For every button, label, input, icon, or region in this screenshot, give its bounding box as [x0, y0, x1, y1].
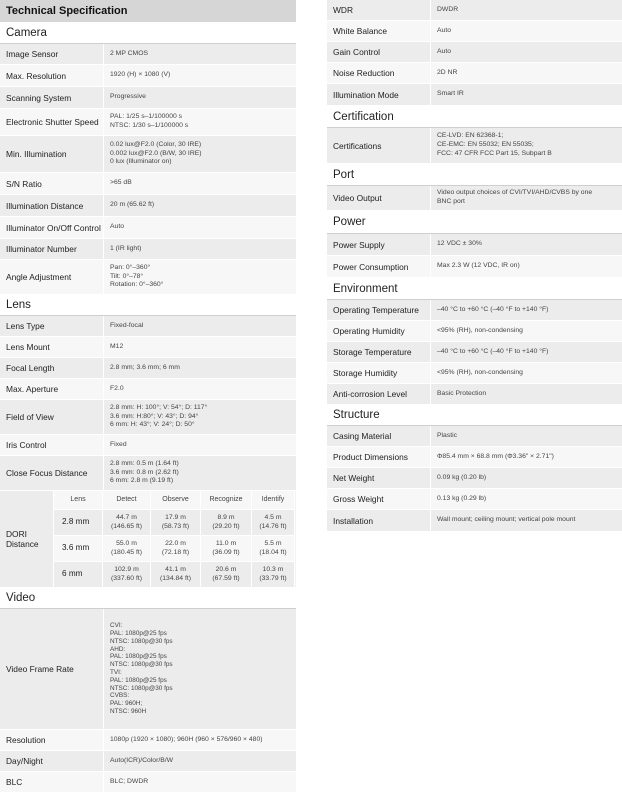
- spec-value: Fixed-focal: [103, 316, 296, 336]
- spec-label: Illuminator Number: [0, 239, 103, 259]
- spec-label: Day/Night: [0, 751, 103, 771]
- dori-cell: 22.0 m (72.18 ft): [151, 536, 201, 562]
- dori-header: Recognize: [201, 491, 252, 510]
- spec-row: [0, 772, 296, 793]
- spec-label: S/N Ratio: [0, 173, 103, 194]
- spec-row: [327, 363, 622, 384]
- spec-row: [327, 426, 622, 447]
- spec-value: Wall mount; ceiling mount; vertical pole mount: [430, 510, 622, 531]
- spec-row: [327, 21, 622, 42]
- spec-label: Video Frame Rate: [0, 609, 103, 729]
- spec-value: 1 (IR light): [103, 239, 296, 259]
- spec-value: 0.09 kg (0.20 lb): [430, 468, 622, 488]
- spec-value: 2.8 mm; 3.6 mm; 6 mm: [103, 358, 296, 378]
- spec-value: Fixed: [103, 435, 296, 455]
- spec-label: Certifications: [327, 128, 430, 163]
- spec-row: [0, 379, 296, 400]
- dori-header: Identify: [252, 491, 295, 510]
- spec-row: [0, 751, 296, 772]
- spec-row: [327, 468, 622, 489]
- spec-label: Product Dimensions: [327, 447, 430, 467]
- spec-value: –40 °C to +60 °C (–40 °F to +140 °F): [430, 342, 622, 362]
- spec-value: <95% (RH), non-condensing: [430, 321, 622, 341]
- spec-label: Max. Resolution: [0, 65, 103, 86]
- spec-label: Casing Material: [327, 426, 430, 446]
- spec-label: Image Sensor: [0, 44, 103, 64]
- spec-value: 0.13 kg (0.29 lb): [430, 489, 622, 509]
- spec-label: Scanning System: [0, 87, 103, 108]
- spec-label: BLC: [0, 772, 103, 792]
- spec-value: F2.0: [103, 379, 296, 399]
- spec-row: [0, 358, 296, 379]
- spec-row: [0, 730, 296, 751]
- section-heading-certification: Certification: [327, 106, 622, 128]
- spec-row: [0, 87, 296, 109]
- spec-row: [327, 186, 622, 211]
- spec-label: Angle Adjustment: [0, 260, 103, 294]
- dori-cell: 4.5 m (14.76 ft): [252, 510, 295, 536]
- dori-lens-cell: 3.6 mm: [54, 536, 103, 562]
- spec-value: >65 dB: [103, 173, 296, 194]
- spec-label: Max. Aperture: [0, 379, 103, 399]
- dori-lens-cell: 2.8 mm: [54, 510, 103, 536]
- spec-row: [0, 173, 296, 195]
- spec-row: [0, 435, 296, 456]
- spec-value: Auto: [430, 21, 622, 41]
- spec-value: 2D NR: [430, 63, 622, 83]
- spec-row: [0, 456, 296, 491]
- spec-label: Min. Illumination: [0, 136, 103, 172]
- spec-value: –40 °C to +60 °C (–40 °F to +140 °F): [430, 300, 622, 320]
- spec-row: [327, 42, 622, 63]
- spec-label: Electronic Shutter Speed: [0, 109, 103, 135]
- power-table: [327, 234, 622, 278]
- spec-value: BLC; DWDR: [103, 772, 296, 792]
- structure-table: [327, 426, 622, 532]
- spec-label: Power Supply: [327, 234, 430, 255]
- spec-title: Technical Specification: [0, 0, 296, 22]
- spec-row: [327, 0, 622, 21]
- section-heading-structure: Structure: [327, 405, 622, 426]
- spec-label: Illumination Mode: [327, 84, 430, 105]
- spec-row: [327, 234, 622, 256]
- spec-value: 2.8 mm: H: 100°; V: 54°; D: 117° 3.6 mm: H:80°; V: 43°; D: 94° 6 mm: H: 43°; V: 24°; D: 50°: [103, 400, 296, 434]
- spec-label: Operating Humidity: [327, 321, 430, 341]
- dori-cell: 102.9 m (337.60 ft): [103, 562, 151, 588]
- section-heading-port: Port: [327, 164, 622, 186]
- dori-table: [0, 491, 296, 588]
- spec-value: M12: [103, 337, 296, 357]
- spec-row: [327, 321, 622, 342]
- spec-label: White Balance: [327, 21, 430, 41]
- dori-cell: 44.7 m (146.65 ft): [103, 510, 151, 536]
- spec-value: Φ85.4 mm × 68.8 mm (Φ3.36" × 2.71"): [430, 447, 622, 467]
- spec-row: [327, 447, 622, 468]
- spec-row: [327, 510, 622, 532]
- spec-row: [0, 109, 296, 136]
- spec-value: 1920 (H) × 1080 (V): [103, 65, 296, 86]
- spec-value: Auto: [103, 217, 296, 238]
- spec-row: [0, 609, 296, 730]
- section-heading-environment: Environment: [327, 278, 622, 300]
- dori-cell: 17.9 m (58.73 ft): [151, 510, 201, 536]
- spec-label: Video Output: [327, 186, 430, 210]
- lens-table: [0, 316, 296, 491]
- spec-value: 2.8 mm: 0.5 m (1.64 ft) 3.6 mm: 0.8 m (2.62 ft) 6 mm: 2.8 m (9.19 ft): [103, 456, 296, 490]
- dori-header: Detect: [103, 491, 151, 510]
- spec-row: [0, 316, 296, 337]
- spec-value: Basic Protection: [430, 384, 622, 404]
- spec-label: Gain Control: [327, 42, 430, 62]
- spec-label: Focal Length: [0, 358, 103, 378]
- spec-label: WDR: [327, 0, 430, 20]
- spec-label: Storage Humidity: [327, 363, 430, 383]
- spec-value: Auto: [430, 42, 622, 62]
- spec-label: Anti-corrosion Level: [327, 384, 430, 404]
- left-column: [0, 0, 296, 793]
- spec-value: 2 MP CMOS: [103, 44, 296, 64]
- dori-cell: 10.3 m (33.79 ft): [252, 562, 295, 588]
- dori-label: DORI Distance: [0, 491, 54, 587]
- spec-value: PAL: 1/25 s–1/100000 s NTSC: 1/30 s–1/100000 s: [103, 109, 296, 135]
- spec-label: Illuminator On/Off Control: [0, 217, 103, 238]
- spec-value: 1080p (1920 × 1080); 960H (960 × 576/960 × 480): [103, 730, 296, 750]
- spec-label: Installation: [327, 510, 430, 531]
- spec-label: Illumination Distance: [0, 195, 103, 216]
- spec-row: [327, 84, 622, 106]
- dori-lens-cell: 6 mm: [54, 562, 103, 588]
- spec-label: Storage Temperature: [327, 342, 430, 362]
- spec-label: Gross Weight: [327, 489, 430, 509]
- spec-row: [0, 400, 296, 435]
- dori-cell: 41.1 m (134.84 ft): [151, 562, 201, 588]
- spec-value: Pan: 0°–360° Tilt: 0°–78° Rotation: 0°–360°: [103, 260, 296, 294]
- spec-label: Noise Reduction: [327, 63, 430, 83]
- spec-row: [0, 337, 296, 358]
- spec-row: [327, 384, 622, 405]
- spec-label: Power Consumption: [327, 256, 430, 277]
- spec-value: Max 2.3 W (12 VDC, IR on): [430, 256, 622, 277]
- dori-cell: 55.0 m (180.45 ft): [103, 536, 151, 562]
- dori-header: Lens: [54, 491, 103, 510]
- spec-label: Field of View: [0, 400, 103, 434]
- spec-label: Close Focus Distance: [0, 456, 103, 490]
- section-heading-lens: Lens: [0, 295, 296, 316]
- spec-row: [327, 128, 622, 164]
- camera-table: [0, 44, 296, 295]
- spec-row: [327, 489, 622, 510]
- spec-row: [0, 136, 296, 173]
- spec-value: <95% (RH), non-condensing: [430, 363, 622, 383]
- dori-cell: 5.5 m (18.04 ft): [252, 536, 295, 562]
- spec-value: 12 VDC ± 30%: [430, 234, 622, 255]
- spec-label: Iris Control: [0, 435, 103, 455]
- spec-value: Progressive: [103, 87, 296, 108]
- spec-value: Auto(ICR)/Color/B/W: [103, 751, 296, 771]
- video-table: [0, 609, 296, 793]
- dori-cell: 11.0 m (36.09 ft): [201, 536, 252, 562]
- spec-row: [0, 217, 296, 239]
- dori-cell: 8.9 m (29.20 ft): [201, 510, 252, 536]
- video-cont-table: [327, 0, 622, 106]
- section-heading-video: Video: [0, 588, 296, 609]
- dori-cell: 20.6 m (67.59 ft): [201, 562, 252, 588]
- spec-row: [327, 300, 622, 321]
- spec-row: [0, 44, 296, 65]
- spec-row: [0, 65, 296, 87]
- spec-value: DWDR: [430, 0, 622, 20]
- spec-value: CVI: PAL: 1080p@25 fps NTSC: 1080p@30 fps AHD: PAL: 1080p@25 fps NTSC: 1080p@30 fps TVI: PAL: 1080p@25 fps NTSC: 1080p@30 fps CVBS: PAL: 960H; NTSC: 960H: [103, 609, 296, 729]
- port-table: [327, 186, 622, 211]
- spec-label: Net Weight: [327, 468, 430, 488]
- spec-row: [327, 63, 622, 84]
- section-heading-camera: Camera: [0, 22, 296, 44]
- spec-row: [0, 195, 296, 217]
- spec-label: Resolution: [0, 730, 103, 750]
- spec-value: Smart IR: [430, 84, 622, 105]
- spec-value: 20 m (65.62 ft): [103, 195, 296, 216]
- spec-row: [327, 256, 622, 278]
- section-heading-power: Power: [327, 211, 622, 234]
- spec-label: Lens Type: [0, 316, 103, 336]
- spec-value: Video output choices of CVI/TVI/AHD/CVBS by one BNC port: [430, 186, 622, 210]
- certification-table: [327, 128, 622, 164]
- spec-row: [0, 260, 296, 295]
- environment-table: [327, 300, 622, 405]
- spec-value: 0.02 lux@F2.0 (Color, 30 IRE) 0.002 lux@F2.0 (B/W, 30 IRE) 0 lux (Illuminator on): [103, 136, 296, 172]
- dori-header: Observe: [151, 491, 201, 510]
- spec-value: CE-LVD: EN 62368-1; CE-EMC: EN 55032; EN 55035; FCC: 47 CFR FCC Part 15, Subpart B: [430, 128, 622, 163]
- dori-grid: [54, 491, 296, 587]
- spec-label: Lens Mount: [0, 337, 103, 357]
- spec-label: Operating Temperature: [327, 300, 430, 320]
- right-column: [327, 0, 622, 532]
- spec-row: [0, 239, 296, 260]
- spec-row: [327, 342, 622, 363]
- spec-value: Plastic: [430, 426, 622, 446]
